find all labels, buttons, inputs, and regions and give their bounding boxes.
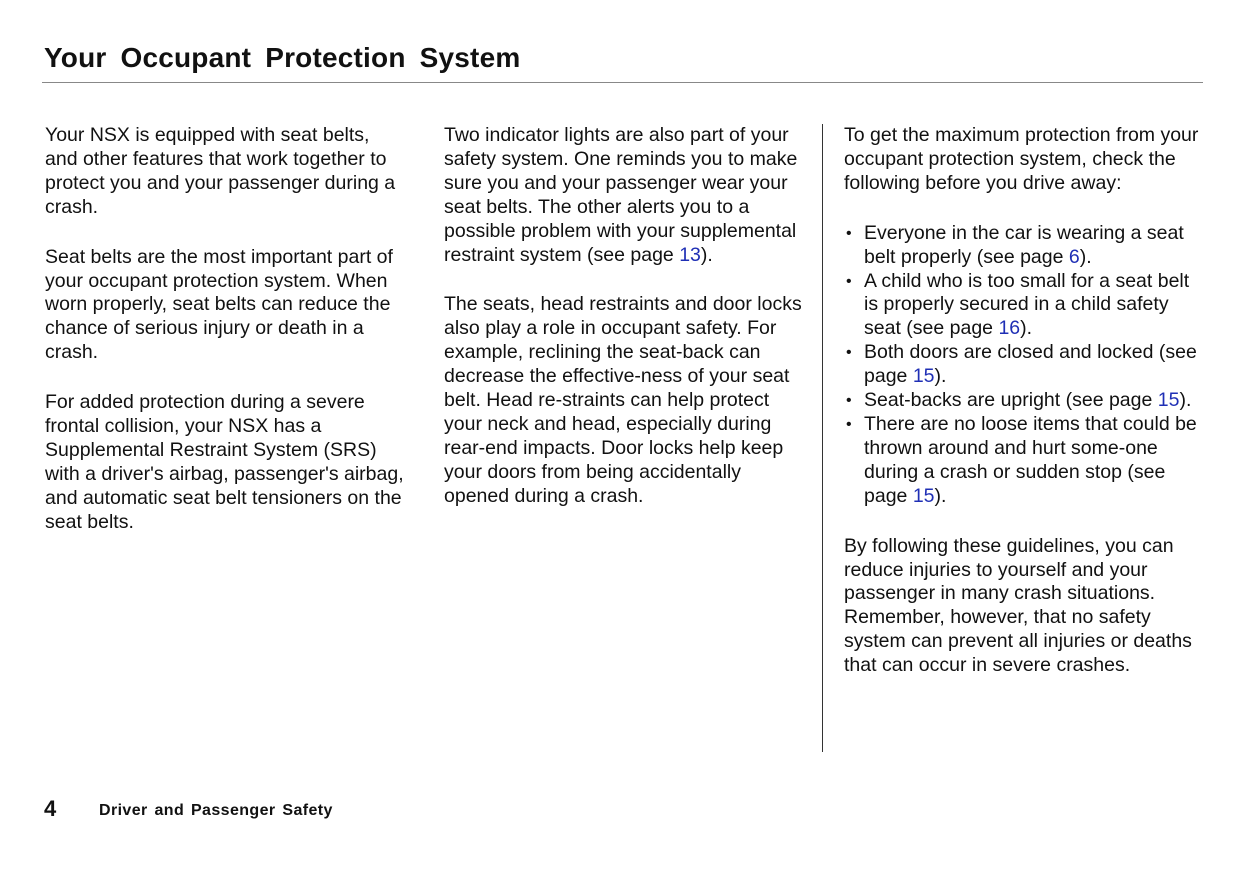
bullet-icon: • — [846, 415, 852, 433]
checklist-item — [844, 222, 1206, 270]
page-link-6[interactable]: 6 — [1068, 245, 1080, 268]
checklist-item-text: There are no loose items that could be thrown around and hurt some-one during a crash or sudden stop (see page — [864, 412, 1197, 507]
page-title: Your Occupant Protection System — [44, 42, 521, 73]
column-divider — [822, 124, 823, 752]
checklist-item-text: Everyone in the car is wearing a seat belt properly (see page — [864, 221, 1184, 268]
bullet-icon: • — [846, 392, 852, 410]
bullet-icon: • — [846, 344, 852, 362]
indicator-lights-end: ). — [700, 243, 713, 266]
bullet-icon: • — [846, 224, 852, 242]
checklist-item — [844, 413, 1206, 509]
paragraph-indicator-lights — [444, 124, 806, 267]
paragraph-equipment: Your NSX is equipped with seat belts, and other features that work together to protect you and your passenger during a crash. — [45, 124, 396, 218]
checklist-item-end: ). — [934, 365, 947, 388]
paragraph-seats-restraints: The seats, head restraints and door locks also play a role in occupant safety. For example, reclining the seat-back can decrease the effective-ness of your seat belt. Head re-straints can help protect your neck and head, especially during rear-end impacts. Door locks help keep your doors from being accidentally opened during a crash. — [444, 293, 802, 507]
page-number: 4 — [44, 796, 57, 821]
checklist-item-end: ). — [1179, 389, 1192, 412]
paragraph-checklist-intro: To get the maximum protection from your occupant protection system, check the following before you drive away: — [844, 124, 1199, 194]
page-link-15[interactable]: 15 — [912, 365, 935, 388]
page-link-15[interactable]: 15 — [912, 484, 935, 507]
checklist-item — [844, 389, 1206, 413]
page-link-13[interactable]: 13 — [679, 243, 701, 266]
page-link-15[interactable]: 15 — [1157, 389, 1180, 412]
checklist-item — [844, 270, 1206, 342]
column-2 — [444, 124, 806, 535]
paragraph-srs: For added protection during a severe frontal collision, your NSX has a Supplemental Restraint System (SRS) with a driver's airbag, passenger's airbag, and automatic seat belt tensioners on the seat belts. — [45, 391, 404, 533]
checklist-item-end: ). — [1079, 245, 1092, 268]
column-1 — [45, 124, 407, 561]
section-title: Driver and Passenger Safety — [99, 802, 333, 819]
indicator-lights-text: Two indicator lights are also part of your safety system. One reminds you to make sure you and your passenger wear your seat belts. The other alerts you to a possible problem with your supplemental restraint system (see page — [444, 124, 798, 266]
checklist-item-text: Seat-backs are upright (see page — [864, 389, 1158, 412]
paragraph-seat-belts: Seat belts are the most important part of your occupant protection system. When worn properly, seat belts can reduce the chance of serious injury or death in a crash. — [45, 245, 393, 364]
checklist-item — [844, 341, 1206, 389]
checklist-item-end: ). — [1020, 317, 1033, 340]
paragraph-closing: By following these guidelines, you can reduce injuries to yourself and your passenger in many crash situations. Remember, however, that no safety system can prevent all injuries or deaths that can occur in severe crashes. — [844, 534, 1192, 677]
checklist-item-text: A child who is too small for a seat belt is properly secured in a child safety seat (see page — [864, 269, 1190, 340]
title-divider — [42, 82, 1203, 83]
safety-checklist — [844, 222, 1206, 509]
checklist-item-end: ). — [934, 484, 947, 507]
bullet-icon: • — [846, 272, 852, 290]
column-3 — [844, 124, 1206, 704]
checklist-item-text: Both doors are closed and locked (see page — [864, 341, 1197, 388]
page-link-16[interactable]: 16 — [998, 317, 1021, 340]
